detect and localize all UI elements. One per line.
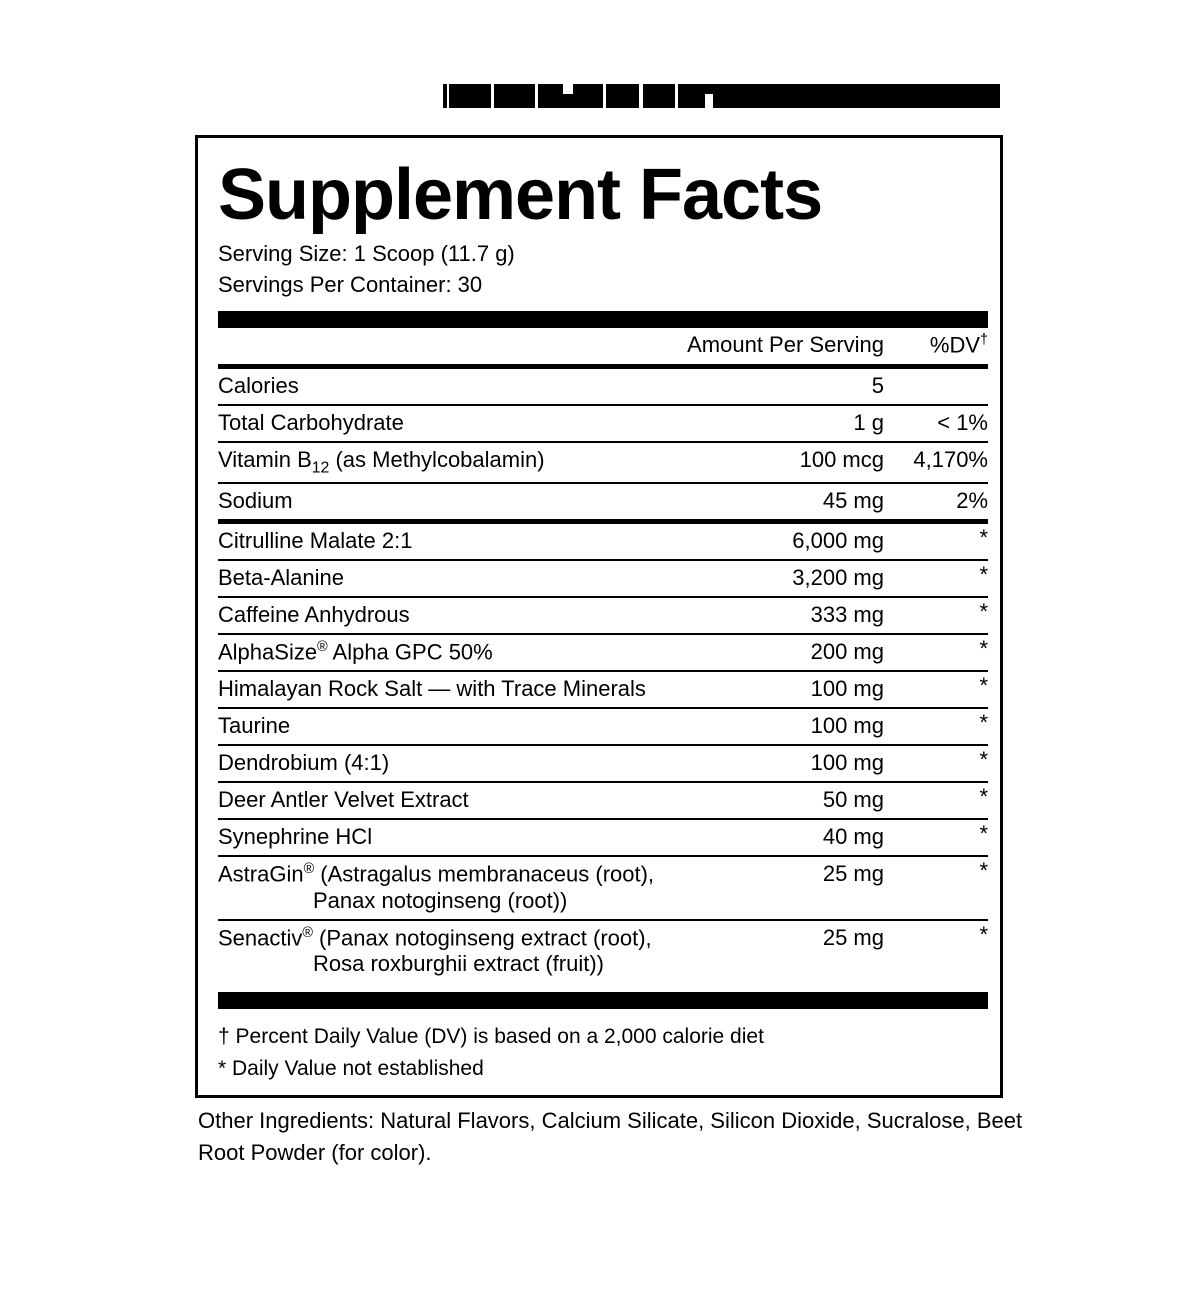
registered-mark: ® [302, 924, 313, 941]
servings-per-container: Servings Per Container: 30 [218, 272, 483, 298]
table-row [218, 369, 988, 405]
ingredient-name-main: Senactiv [218, 925, 303, 951]
asterisk-mark: * [979, 599, 988, 625]
ingredient-name: Himalayan Rock Salt — with Trace Minerals [218, 671, 669, 708]
table-row [218, 483, 988, 519]
table-row [218, 597, 988, 634]
nutrient-name: Sodium [218, 488, 293, 514]
asterisk-mark: * [979, 673, 988, 699]
nutrient-amount: 45 mg [822, 488, 884, 514]
table-header-row [218, 328, 988, 363]
nutrients-table [218, 369, 988, 519]
divider-thick-top [218, 311, 988, 328]
ingredient-name: Caffeine Anhydrous [218, 597, 669, 634]
nutrient-name: Calories [218, 369, 669, 405]
redaction-bar [443, 84, 1000, 108]
registered-mark: ® [317, 639, 328, 656]
table-row [218, 819, 988, 856]
nutrient-dv: 4,170% [888, 442, 988, 483]
asterisk-mark: * [979, 921, 988, 947]
header-amount-per-serving: Amount Per Serving [687, 332, 884, 358]
ingredient-name-line2: Rosa roxburghii extract (fruit)) [313, 951, 604, 977]
nutrient-dv: < 1% [888, 405, 988, 442]
nutrient-name-subscript: 12 [311, 459, 330, 477]
serving-size: Serving Size: 1 Scoop (11.7 g) [218, 240, 515, 266]
table-row [218, 524, 988, 560]
page-title: Supplement Facts [218, 155, 823, 235]
other-ingredients: Other Ingredients: Natural Flavors, Calcium Silicate, Silicon Dioxide, Sucralose, Beet Root Powder (for color). [198, 1108, 1023, 1165]
asterisk-mark: * [979, 747, 988, 773]
nutrient-amount: 5 [669, 369, 888, 405]
nutrient-amount: 1 g [669, 405, 888, 442]
nutrient-name-rest: (as Methylcobalamin) [329, 446, 545, 472]
header-dv-dagger: † [980, 332, 988, 349]
asterisk-mark: * [979, 562, 988, 588]
supplement-facts-panel [195, 135, 1003, 1098]
table-row [218, 708, 988, 745]
ingredient-name-rest: (Astragalus membranaceus (root), [314, 861, 655, 887]
header-blank [218, 328, 669, 363]
ingredient-dv [888, 597, 988, 634]
ingredient-amount: 6,000 mg [669, 524, 888, 560]
ingredient-name: Citrulline Malate 2:1 [218, 524, 669, 560]
ingredient-name: Taurine [218, 708, 669, 745]
ingredient-amount: 100 mg [669, 671, 888, 708]
ingredient-dv [888, 560, 988, 597]
ingredient-name-line2: Panax notoginseng (root)) [313, 887, 568, 913]
ingredient-dv [888, 745, 988, 782]
header-dv-text: %DV [929, 332, 981, 358]
ingredient-name-main: AlphaSize [218, 639, 318, 665]
table-row [218, 745, 988, 782]
ingredient-name-rest: Alpha GPC 50% [327, 639, 493, 665]
header-percent-dv [888, 328, 988, 363]
nutrient-name [218, 442, 669, 483]
table-row [218, 560, 988, 597]
ingredient-dv [888, 819, 988, 856]
ingredient-amount: 40 mg [669, 819, 888, 856]
asterisk-mark: * [979, 525, 988, 551]
ingredient-amount: 25 mg [822, 924, 884, 950]
nutrient-name: Total Carbohydrate [218, 405, 669, 442]
ingredient-name: Dendrobium (4:1) [218, 745, 669, 782]
ingredient-dv [888, 671, 988, 708]
table-row [218, 442, 988, 483]
ingredient-amount: 200 mg [669, 634, 888, 671]
ingredient-amount: 100 mg [669, 708, 888, 745]
ingredient-dv [888, 708, 988, 745]
ingredient-amount: 333 mg [669, 597, 888, 634]
table-row [218, 634, 988, 671]
asterisk-mark: * [979, 858, 988, 884]
asterisk-mark: * [979, 636, 988, 662]
table-row [218, 405, 988, 442]
ingredient-name: Deer Antler Velvet Extract [218, 782, 669, 819]
registered-mark: ® [303, 861, 315, 878]
nutrient-amount: 100 mcg [669, 442, 888, 483]
ingredient-dv [888, 782, 988, 819]
asterisk-mark: * [979, 710, 988, 736]
asterisk-mark: * [979, 821, 988, 847]
ingredient-dv [888, 856, 988, 919]
ingredient-dv [888, 634, 988, 671]
table-row [218, 856, 988, 919]
ingredients-table [218, 524, 988, 982]
facts-table [218, 328, 988, 363]
ingredient-dv [888, 920, 988, 982]
ingredient-dv [888, 524, 988, 560]
footnote-not-established: * Daily Value not established [218, 1056, 484, 1080]
nutrient-dv: 2% [956, 488, 988, 514]
ingredient-name [218, 634, 669, 671]
table-row [218, 782, 988, 819]
ingredient-amount: 100 mg [669, 745, 888, 782]
ingredient-name: Beta-Alanine [218, 560, 669, 597]
ingredient-name-rest: (Panax notoginseng extract (root), [312, 925, 652, 951]
asterisk-mark: * [979, 784, 988, 810]
ingredient-name [218, 856, 669, 919]
table-row [218, 671, 988, 708]
ingredient-amount: 3,200 mg [669, 560, 888, 597]
ingredient-amount: 25 mg [669, 856, 888, 919]
ingredient-name [218, 920, 669, 982]
divider-thick-bottom [218, 992, 988, 1009]
ingredient-name-main: AstraGin [218, 861, 304, 887]
table-row [218, 920, 988, 982]
nutrient-dv [888, 369, 988, 405]
nutrient-name-main: Vitamin B [218, 446, 312, 472]
ingredient-amount: 50 mg [669, 782, 888, 819]
ingredient-name: Synephrine HCl [218, 819, 669, 856]
footnote-daily-value: † Percent Daily Value (DV) is based on a 2,000 calorie diet [218, 1025, 764, 1049]
